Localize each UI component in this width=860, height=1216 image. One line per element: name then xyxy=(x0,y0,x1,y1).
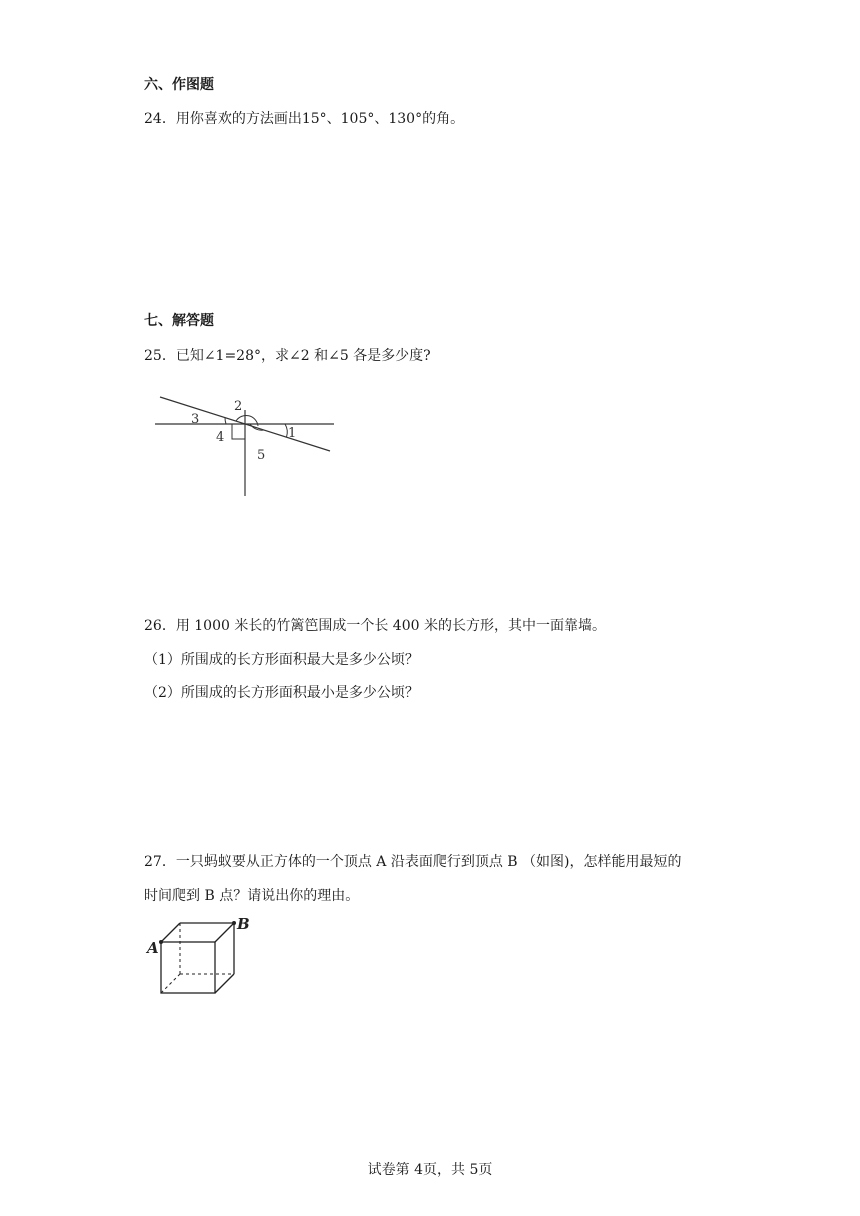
question-26: 26．用 1000 米长的竹篱笆围成一个长 400 米的长方形，其中一面靠墙。 xyxy=(144,618,606,634)
label-2: 2 xyxy=(234,399,243,414)
question-25: 25．已知∠1=28°，求∠2 和∠5 各是多少度? xyxy=(144,348,431,364)
cube-edge-top-right xyxy=(215,923,234,942)
question-26-part-2: （2）所围成的长方形面积最小是多少公顷？ xyxy=(144,685,419,701)
cube-edge-bottom-right xyxy=(215,974,234,993)
vertex-a-dot xyxy=(159,940,163,944)
cube-front-face xyxy=(161,942,215,993)
question-24: 24．用你喜欢的方法画出15°、105°、130°的角。 xyxy=(144,111,465,127)
label-4: 4 xyxy=(216,430,225,445)
cube-figure xyxy=(144,912,256,1000)
cube-edge-top-left xyxy=(161,923,180,942)
question-27-line-2: 时间爬到 B 点？请说出你的理由。 xyxy=(144,888,360,904)
vertex-b-dot xyxy=(232,921,236,925)
angle-1-arc xyxy=(285,424,287,437)
label-3: 3 xyxy=(191,412,200,427)
section-title-solving: 七、解答题 xyxy=(144,313,214,329)
right-angle-mark xyxy=(232,424,245,439)
page-footer: 试卷第 4页，共 5页 xyxy=(367,1162,493,1178)
label-1: 1 xyxy=(288,426,297,441)
label-5: 5 xyxy=(257,448,266,463)
vertex-a-label: A xyxy=(147,939,159,957)
section-title-drawing: 六、作图题 xyxy=(144,77,214,93)
vertex-b-label: B xyxy=(237,915,250,933)
angle-figure xyxy=(150,388,340,500)
question-27-line-1: 27．一只蚂蚁要从正方体的一个顶点 A 沿表面爬行到顶点 B （如图)，怎样能用最短的 xyxy=(144,854,682,870)
cube-hidden-edge-diagonal xyxy=(161,974,180,993)
question-26-part-1: （1）所围成的长方形面积最大是多少公顷？ xyxy=(144,652,419,668)
